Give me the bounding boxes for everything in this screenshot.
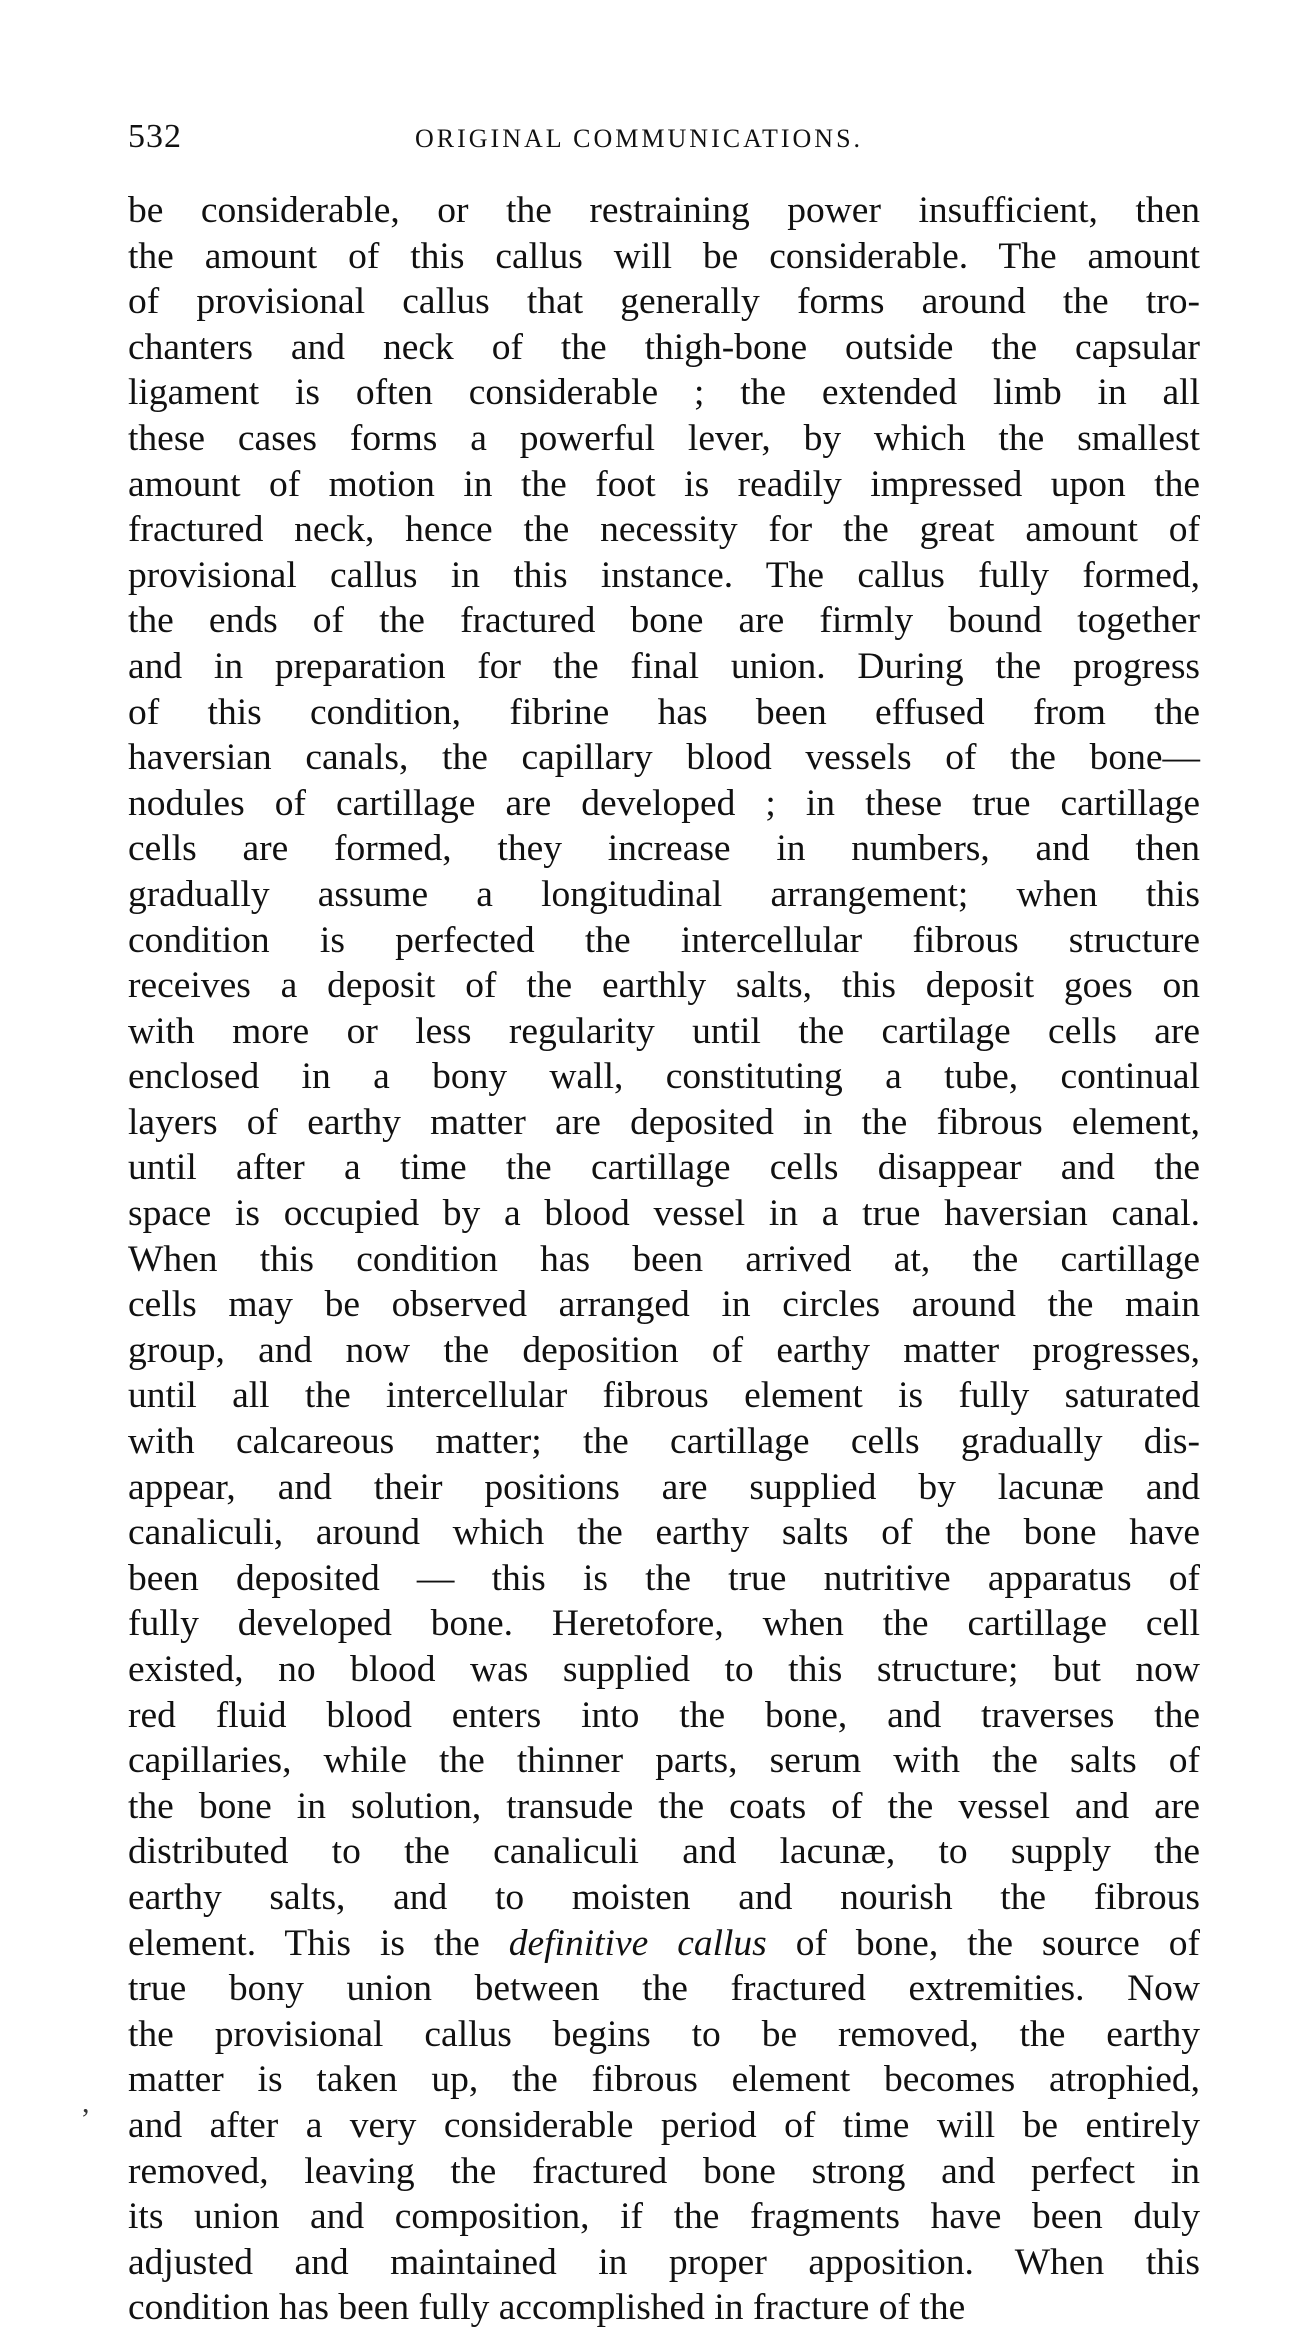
text-line (128, 2149, 1200, 2195)
text-line (128, 1465, 1200, 1511)
text-line (128, 1328, 1200, 1374)
text-line (128, 1282, 1200, 1328)
text-line (128, 234, 1200, 280)
text-line (128, 1054, 1200, 1100)
text-line (128, 1419, 1200, 1465)
text-segment: the bone in solution, transude the coats of the vessel and are (128, 1785, 1200, 1827)
text-segment: the ends of the fractured bone are firmly bound together (128, 600, 1200, 642)
text-segment: of this condition, fibrine has been effused from the (128, 691, 1200, 733)
text-line (128, 644, 1200, 690)
text-line (128, 416, 1200, 462)
text-line (128, 1829, 1200, 1875)
text-line (128, 1009, 1200, 1055)
text-segment: amount of motion in the foot is readily impressed upon the (128, 463, 1200, 505)
text-segment: the amount of this callus will be considerable. The amount (128, 235, 1200, 277)
text-segment: fully developed bone. Heretofore, when the cartillage cell (128, 1603, 1200, 1645)
text-line (128, 2057, 1200, 2103)
page-number: 532 (128, 118, 182, 155)
text-line (128, 188, 1200, 234)
text-line (128, 2012, 1200, 2058)
text-segment: enclosed in a bony wall, constituting a tube, continual (128, 1056, 1200, 1098)
text-line (128, 370, 1200, 416)
text-segment: of provisional callus that generally forms around the tro- (128, 281, 1200, 323)
body-text (128, 188, 1200, 2331)
margin-mark: , (82, 2086, 90, 2119)
text-segment: matter is taken up, the fibrous element becomes atrophied, (128, 2059, 1200, 2101)
text-line (128, 598, 1200, 644)
text-line (128, 2194, 1200, 2240)
text-segment: with more or less regularity until the cartilage cells are (128, 1010, 1200, 1052)
text-line (128, 872, 1200, 918)
text-segment: condition is perfected the intercellular fibrous structure (128, 919, 1200, 961)
text-segment: red fluid blood enters into the bone, and traverses the (128, 1694, 1200, 1736)
text-segment: element. This is the (128, 1922, 509, 1964)
text-line (128, 1921, 1200, 1967)
text-line (128, 1966, 1200, 2012)
text-line (128, 1647, 1200, 1693)
text-segment: layers of earthy matter are deposited in the fibrous element, (128, 1101, 1200, 1143)
text-segment: haversian canals, the capillary blood vessels of the bone— (128, 737, 1200, 779)
text-segment: canaliculi, around which the earthy salts of the bone have (128, 1512, 1200, 1554)
text-segment: the provisional callus begins to be removed, the earthy (128, 2013, 1200, 2055)
text-line (128, 1237, 1200, 1283)
text-segment: be considerable, or the restraining power insufficient, then (128, 190, 1200, 231)
text-line (128, 1693, 1200, 1739)
text-line (128, 1510, 1200, 1556)
text-segment: and after a very considerable period of time will be entirely (128, 2104, 1200, 2146)
text-segment: distributed to the canaliculi and lacunæ, to supply the (128, 1831, 1200, 1873)
text-line (128, 1875, 1200, 1921)
text-segment: existed, no blood was supplied to this structure; but now (128, 1649, 1200, 1690)
text-segment: of bone, the source of (766, 1922, 1200, 1964)
text-segment: removed, leaving the fractured bone strong and perfect in (128, 2150, 1200, 2192)
text-line (128, 507, 1200, 553)
text-line (128, 462, 1200, 508)
text-line (128, 1556, 1200, 1602)
text-line (128, 1373, 1200, 1419)
text-line (128, 1100, 1200, 1146)
text-segment: condition has been fully accomplished in fracture of the (128, 2287, 966, 2329)
text-segment: and in preparation for the final union. During the progress (128, 645, 1200, 687)
text-segment: cells are formed, they increase in numbers, and then (128, 828, 1200, 870)
text-line (128, 1784, 1200, 1830)
text-line (128, 325, 1200, 371)
text-line (128, 1191, 1200, 1237)
text-segment: cells may be observed arranged in circles around the main (128, 1284, 1200, 1326)
text-segment: chanters and neck of the thigh-bone outside the capsular (128, 326, 1200, 368)
text-line (128, 1145, 1200, 1191)
text-segment: true bony union between the fractured extremities. Now (128, 1968, 1200, 2010)
italic-text-segment: definitive callus (508, 1922, 767, 1964)
text-line (128, 963, 1200, 1009)
text-segment: until after a time the cartillage cells disappear and the (128, 1147, 1200, 1189)
text-line (128, 1601, 1200, 1647)
text-segment: until all the intercellular fibrous element is fully saturated (128, 1375, 1200, 1417)
text-line (128, 2103, 1200, 2149)
text-line (128, 2285, 1200, 2331)
text-line (128, 2240, 1200, 2286)
text-segment: nodules of cartillage are developed ; in these true cartillage (128, 782, 1200, 824)
text-segment: its union and composition, if the fragments have been duly (128, 2196, 1200, 2238)
text-segment: adjusted and maintained in proper apposition. When this (128, 2241, 1200, 2283)
text-segment: space is occupied by a blood vessel in a true haversian canal. (128, 1193, 1200, 1235)
running-head (128, 118, 1201, 166)
text-line (128, 781, 1200, 827)
text-line (128, 735, 1200, 781)
text-segment: fractured neck, hence the necessity for the great amount of (128, 509, 1200, 551)
text-segment: group, and now the deposition of earthy matter progresses, (128, 1329, 1200, 1371)
text-segment: gradually assume a longitudinal arrangement; when this (128, 873, 1200, 915)
text-line (128, 826, 1200, 872)
text-line (128, 690, 1200, 736)
text-line (128, 1738, 1200, 1784)
text-segment: provisional callus in this instance. The callus fully formed, (128, 554, 1200, 596)
text-segment: earthy salts, and to moisten and nourish the fibrous (128, 1876, 1200, 1918)
text-segment: these cases forms a powerful lever, by which the smallest (128, 417, 1200, 459)
text-segment: capillaries, while the thinner parts, serum with the salts of (128, 1740, 1200, 1782)
text-line (128, 918, 1200, 964)
text-segment: ligament is often considerable ; the extended limb in all (128, 372, 1200, 414)
text-line (128, 553, 1200, 599)
section-title: ORIGINAL COMMUNICATIONS. (415, 124, 864, 153)
text-segment: with calcareous matter; the cartillage cells gradually dis- (128, 1421, 1200, 1463)
text-segment: appear, and their positions are supplied by lacunæ and (128, 1466, 1200, 1508)
text-segment: When this condition has been arrived at, the cartillage (128, 1238, 1200, 1280)
text-line (128, 279, 1200, 325)
text-segment: been deposited — this is the true nutritive apparatus of (128, 1557, 1200, 1599)
text-segment: receives a deposit of the earthly salts, this deposit goes on (128, 965, 1200, 1007)
